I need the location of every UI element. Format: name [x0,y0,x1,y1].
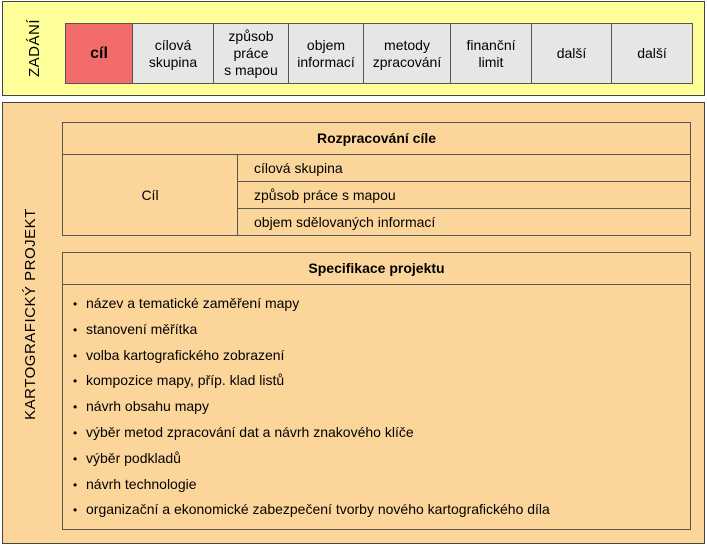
list-item-text: název a tematické zaměření mapy [86,295,300,311]
row-zpusob-prace: způsob práce s mapou [238,182,690,209]
list-item-text: volba kartografického zobrazení [86,346,285,363]
cil-cell: Cíl [63,155,238,235]
tab-cil[interactable]: cíl [66,24,133,83]
tab-zpusob-prace[interactable]: způsob práce s mapou [214,24,289,83]
list-item [73,394,690,420]
row-cilova-skupina: cílová skupina [238,155,690,182]
bullet-icon: • [73,374,78,389]
list-item [73,420,690,446]
bullet-icon: • [73,451,78,466]
rozpracovani-cile-box [62,122,691,236]
bullet-icon: • [73,348,78,363]
list-item [73,343,690,369]
tab-objem-informaci[interactable]: objem informací [289,24,364,83]
tab-dalsi-2[interactable]: další [612,24,692,83]
list-item-text: návrh obsahu mapy [86,398,209,415]
list-item [73,368,690,394]
list-item-text: výběr metod zpracování dat a návrh znakového klíče [86,423,414,440]
list-item [73,497,690,523]
bullet-icon: • [73,400,78,415]
zadani-panel [2,1,705,96]
specifikace-title: Specifikace projektu [63,253,690,285]
zadani-tabs [65,23,693,84]
bullet-icon: • [73,503,78,518]
list-item-text: kompozice mapy, příp. klad listů [86,372,285,389]
row-objem-informaci: objem sdělovaných informací [254,214,436,230]
list-item-text: návrh technologie [86,475,197,492]
tab-metody-zpracovani[interactable]: metody zpracování [364,24,451,83]
list-item [73,472,690,498]
bullet-icon: • [73,425,78,440]
list-item-text: výběr podkladů [86,449,181,466]
list-item [73,446,690,472]
projekt-label: KARTOGRAFICKÝ PROJEKT [22,208,39,420]
zadani-label: ZADÁNÍ [26,19,43,78]
list-item [73,291,690,317]
list-item-text: stanovení měřítka [86,320,198,337]
list-item [73,317,690,343]
bullet-icon: • [73,322,78,337]
rozpracovani-title: Rozpracování cíle [63,123,690,155]
tab-financni-limit[interactable]: finanční limit [451,24,532,83]
tab-cilova-skupina[interactable]: cílová skupina [133,24,214,83]
specifikace-list [63,285,690,523]
bullet-icon: • [73,477,78,492]
tab-dalsi-1[interactable]: další [532,24,612,83]
specifikace-projektu-box [62,252,691,530]
rozpracovani-rows [238,155,690,235]
list-item-text: organizační a ekonomické zabezpečení tvorby nového kartografického díla [86,501,550,518]
bullet-icon: • [73,297,78,311]
